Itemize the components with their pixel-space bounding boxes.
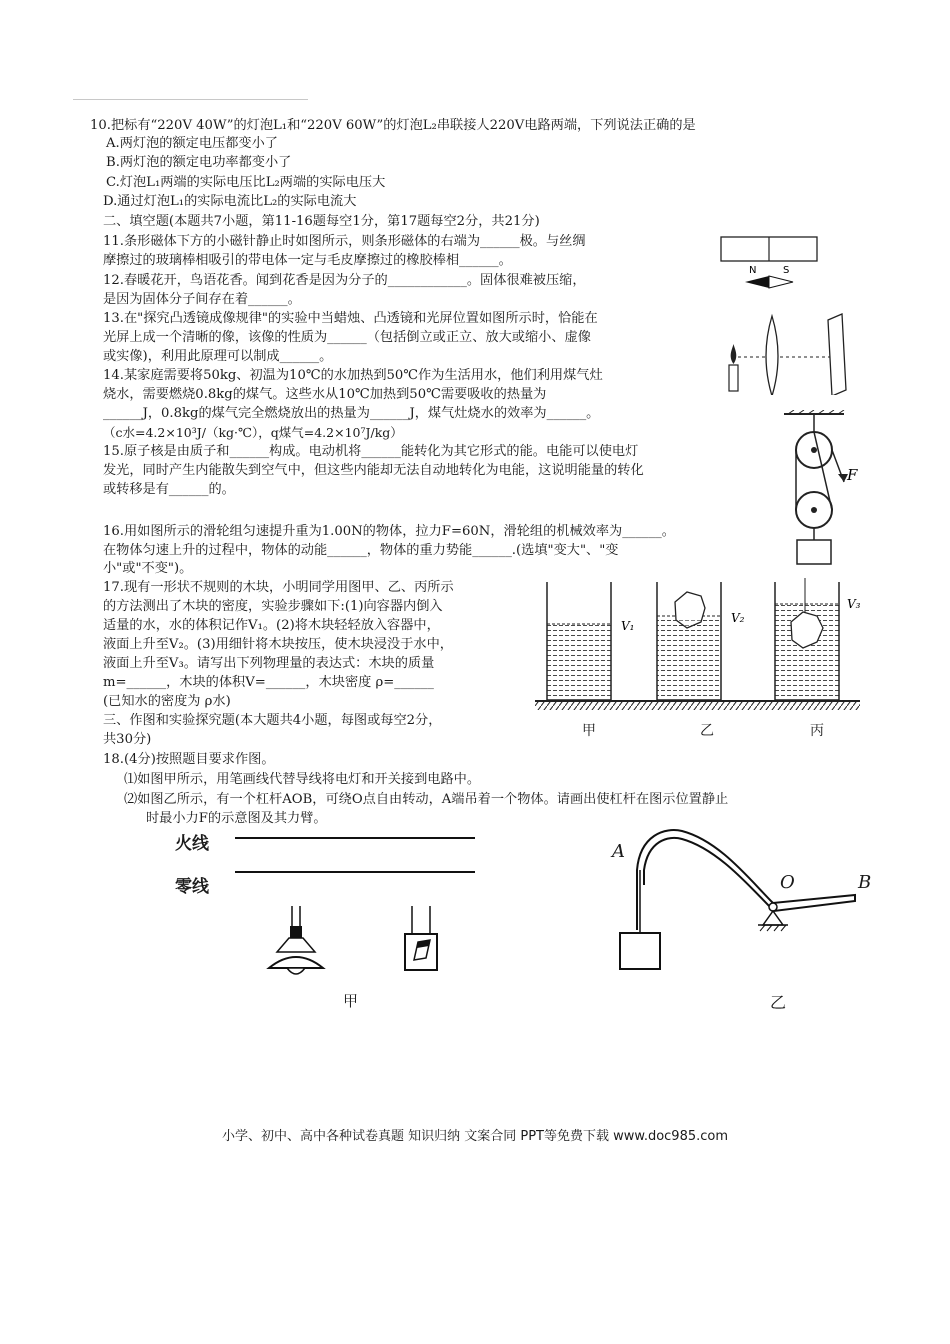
q10-option-a: A.两灯泡的额定电压都变小了 (106, 136, 278, 151)
q18-part2-line2: 时最小力F的示意图及其力臂。 (146, 811, 327, 826)
beaker-yi (657, 582, 721, 700)
section3-line2: 共30分) (103, 732, 152, 747)
q17-line1: 17.现有一形状不规则的木块，小明同学用图甲、乙、丙所示 (103, 580, 454, 595)
q10-stem: 10.把标有“220V 40W”的灯泡L₁和“220V 60W”的灯泡L₂串联接人220V电路两端，下列说法正确的是 (90, 118, 696, 133)
q18-stem: 18.(4分)按照题目要求作图。 (103, 752, 275, 767)
header-rule (73, 99, 308, 100)
q15-line2: 发光，同时产生内能散失到空气中，但这些内能却无法自动地转化为电能，这说明能量的转化 (103, 463, 644, 478)
q17-line5: 液面上升至V₃。请写出下列物理量的表达式：木块的质量 (103, 656, 435, 671)
q13-line1: 13.在"探究凸透镜成像规律"的实验中当蜡烛、凸透镜和光屏位置如图所示时，恰能在 (103, 311, 598, 326)
page-footer: 小学、初中、高中各种试卷真题 知识归纳 文案合同 PPT等免费下载 www.doc985.com (221, 1129, 729, 1144)
lens-experiment-figure (722, 310, 857, 395)
q14-line3: ______J，0.8kg的煤气完全燃烧放出的热量为______J，煤气灶烧水的效率为______。 (103, 406, 600, 421)
q17-line3: 适量的水，水的体积记作V₁。(2)将木块轻轻放入容器中， (103, 618, 440, 633)
q10-option-c: C.灯泡L₁两端的实际电压比L₂两端的实际电压大 (106, 175, 386, 190)
force-f-label: F (847, 466, 858, 484)
q14-line2: 烧水，需要燃烧0.8kg的煤气。这些水从10℃加热到50℃需要吸收的热量为 (103, 387, 547, 402)
wiring-figure (235, 830, 485, 980)
q15-line1: 15.原子核是由质子和______构成。电动机将______能转化为其它形式的能。电能可以使电灯 (103, 444, 639, 459)
q16-line3: 小"或"不变")。 (103, 561, 193, 576)
beaker-caption-yi: 乙 (700, 723, 714, 739)
beaker-caption-bing: 丙 (810, 723, 824, 739)
lever-point-b-label: B (858, 872, 872, 893)
beaker-caption-jia: 甲 (582, 723, 596, 739)
section2-heading: 二、填空题(本题共7小题，第11-16题每空1分，第17题每空2分，共21分) (103, 214, 540, 229)
q16-line2: 在物体匀速上升的过程中，物体的动能______，物体的重力势能______.(选填"变大"、"变 (103, 543, 619, 558)
neutral-wire-label: 零线 (175, 877, 209, 897)
q13-line2: 光屏上成一个清晰的像，该像的性质为______（包括倒立或正立、放大或缩小、虚像 (103, 330, 591, 345)
q14-line4: （c水=4.2×10³J/（kg·℃），q煤气=4.2×10⁷J/kg） (103, 425, 403, 440)
convex-lens-icon (766, 316, 778, 395)
pulley-system-figure (780, 410, 870, 575)
section3-line1: 三、作图和实验探究题(本大题共4小题，每图或每空2分， (103, 713, 442, 728)
wiring-caption: 甲 (343, 992, 359, 1010)
q10-option-d: D.通过灯泡L₁的实际电流比L₂的实际电流大 (103, 194, 357, 209)
candle-icon (729, 365, 738, 391)
lamp-icon (269, 906, 323, 974)
q10-option-b: B.两灯泡的额定电功率都变小了 (106, 155, 292, 170)
q11-line1: 11.条形磁体下方的小磁针静止时如图所示，则条形磁体的右端为______极。与丝绸 (103, 234, 586, 249)
q17-line7: (已知水的密度为 ρ水) (103, 694, 231, 709)
lever-bar (637, 830, 855, 930)
q12-line2: 是因为固体分子间存在着______。 (103, 292, 301, 307)
needle-s-label: S (783, 265, 790, 276)
hanging-weight (620, 933, 660, 969)
light-screen-icon (828, 314, 846, 395)
bar-magnet-figure (715, 235, 825, 297)
q18-part2-line1: ⑵如图乙所示，有一个杠杆AOB，可绕O点自由转动，A端吊着一个物体。请画出使杠杆在图示位置静止 (124, 792, 729, 807)
q11-line2: 摩擦过的玻璃棒相吸引的带电体一定与毛皮摩擦过的橡胶棒相______。 (103, 253, 512, 268)
live-wire-label: 火线 (175, 834, 209, 854)
q15-line3: 或转移是有______的。 (103, 482, 235, 497)
q17-line4: 液面上升至V₂。(3)用细针将木块按压，使木块浸没于水中， (103, 637, 453, 652)
load-block (797, 540, 831, 564)
beaker-bing (775, 578, 839, 700)
q14-line1: 14.某家庭需要将50kg、初温为10℃的水加热到50℃作为生活用水，他们利用煤气灶 (103, 368, 603, 383)
needle-south-icon (769, 276, 793, 288)
q12-line1: 12.春暖花开，鸟语花香。闻到花香是因为分子的____________。固体很难被压缩， (103, 273, 586, 288)
v3-label: V₃ (847, 597, 861, 611)
needle-n-label: N (749, 265, 757, 276)
q18-part1: ⑴如图甲所示，用笔画线代替导线将电灯和开关接到电路中。 (124, 772, 481, 787)
switch-icon (405, 906, 437, 970)
needle-north-icon (745, 276, 769, 288)
q16-line1: 16.用如图所示的滑轮组匀速提升重为1.00N的物体，拉力F=60N，滑轮组的机械效率为______。 (103, 524, 675, 539)
v1-label: V₁ (621, 619, 635, 633)
q17-line2: 的方法测出了木块的密度，实验步骤如下:(1)向容器内倒入 (103, 599, 443, 614)
beaker-jia (547, 582, 611, 700)
lever-figure (610, 825, 865, 975)
q13-line3: 或实像)，利用此原理可以制成______。 (103, 349, 333, 364)
q17-line6: m=______，木块的体积V=______，木块密度 ρ=______ (103, 675, 434, 690)
flame-icon (731, 344, 737, 364)
fulcrum-icon (763, 911, 783, 925)
lever-point-o-label: O (780, 872, 795, 893)
beaker-figure (535, 578, 865, 740)
lever-caption: 乙 (770, 993, 787, 1012)
v2-label: V₂ (731, 611, 745, 625)
lever-point-a-label: A (612, 841, 625, 862)
